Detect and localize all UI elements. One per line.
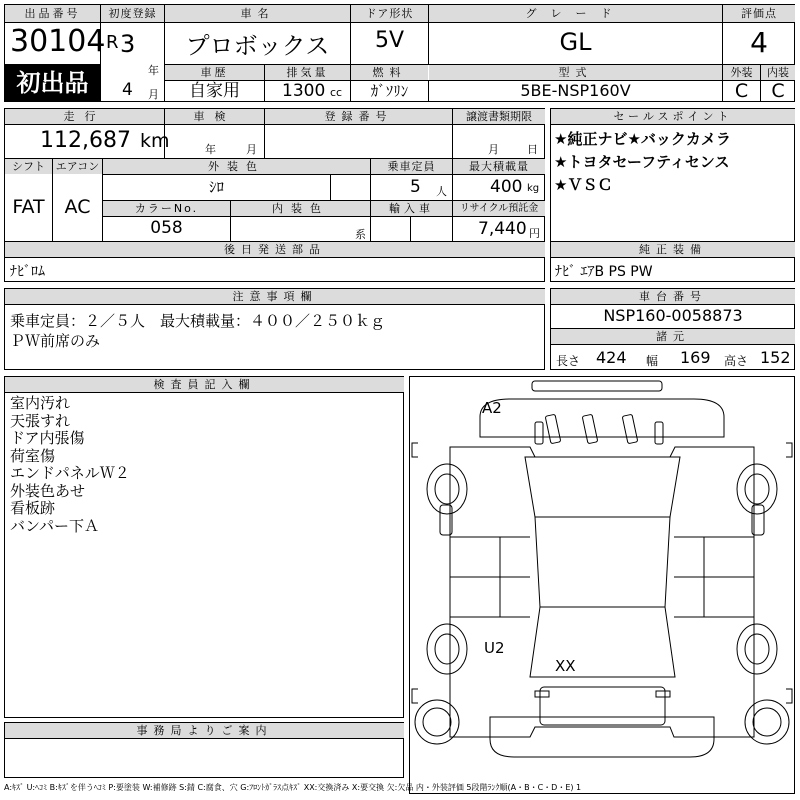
legend: A:ｷｽﾞ U:ﾍｺﾐ B:ｷｽﾞを伴うﾍｺﾐ P:要塗装 W:補修跡 S:錆 C:腐食、穴 G:ﾌﾛﾝﾄｶﾞﾗｽ点ｷｽﾞ XX:交換済み X:要交換 欠:欠品 内・外装評価 5段階ﾗﾝｸ順(A・B・C・D・E) 1 [4,783,582,792]
registration-month: 4 [122,80,133,100]
sales-point-1: ★純正ナビ★バックカメラ [554,130,731,148]
inspector-header: 検査員記入欄 [5,377,404,392]
month-unit: 月 [148,88,159,101]
mileage: 112,687 [40,128,131,153]
max-load: 400 [490,177,523,197]
equipment: ﾅﾋﾞ ｴｱB PS PW [555,264,653,280]
model-header: 型式 [429,65,722,80]
color-number-header: カラーNo. [103,201,230,216]
car-name-header: 車名 [165,5,350,22]
registration-number-header: 登録番号 [265,109,452,124]
notes-header: 注意事項欄 [5,289,545,304]
recycle-deposit: 7,440 [478,219,527,239]
era-year: 3 [120,30,136,58]
first-listing-badge: 初出品 [5,64,100,102]
history-header: 車歴 [165,65,264,80]
color-number: 058 [150,218,183,238]
diagram-mark: A2 [482,399,502,417]
width: 169 [680,348,711,367]
inspector-line: ドア内張傷 [10,429,85,447]
inspector-line: 外装色あせ [10,481,86,500]
aircon-header: エアコン [53,159,102,174]
inspection-header: 車検 [165,109,264,124]
notes-line-1: 乗車定員：２／５人 最大積載量：４００／２５０ｋｇ [10,312,386,330]
interior-grade: C [771,80,785,102]
displacement: 1300 [282,81,326,101]
exterior-color-header: 外装色 [103,159,370,174]
grade: GL [559,28,592,56]
interior-grade-header: 内装 [761,65,795,80]
fuel-header: 燃料 [351,65,428,80]
lot-number-header: 出品番号 [5,5,100,22]
year-unit: 年 [148,64,159,77]
diagram-mark: U2 [484,639,505,657]
capacity-header: 乗車定員 [371,159,452,174]
grade-header: グレード [429,5,722,22]
length-label: 長さ [556,354,581,368]
shift: FAT [12,196,45,218]
inspector-line: エンドパネルＷ２ [10,464,130,482]
vehicle-history: 自家用 [189,81,240,101]
era: R [106,32,119,53]
height: 152 [760,348,791,367]
max-load-unit: kg [527,183,540,194]
interior-color-header: 内装色 [231,201,370,216]
sales-point-header: セールスポイント [551,109,795,124]
notes-line-2: ＰＷ前席のみ [10,332,101,350]
exterior-color: ｼﾛ [208,178,224,196]
model-code: 5BE-NSP160V [520,81,631,100]
inspection-year-unit: 年 [205,143,216,156]
mileage-header: 走行 [5,109,164,124]
height-label: 高さ [724,354,749,368]
sales-point-2: ★トヨタセーフティセンス [554,153,730,171]
score: 4 [750,26,768,59]
chassis-number: NSP160-0058873 [603,306,743,325]
lot-number: 30104 [10,24,106,59]
damage-diagram [409,376,795,794]
length: 424 [596,348,627,367]
recycle-unit: 円 [529,227,540,240]
score-header: 評価点 [723,5,795,22]
max-load-header: 最大積載量 [453,159,545,174]
fuel: ｶﾞｿﾘﾝ [370,82,409,100]
door-header: ドア形状 [351,5,428,22]
transfer-deadline-header: 譲渡書類期限 [453,109,545,124]
car-name: プロボックス [185,32,330,60]
inspection-month-unit: 月 [246,143,257,156]
inspector-line: 荷室傷 [10,446,56,465]
transfer-month-unit: 月 [488,143,499,156]
sales-point-3: ★ＶＳＣ [554,176,613,194]
inspector-line: 看板跡 [10,499,56,517]
inspector-line: バンパー下Ａ [10,516,99,535]
aircon: AC [64,196,91,218]
import-header: 輸入車 [371,201,452,216]
recycle-deposit-header: リサイクル預託金 [453,201,545,216]
shift-header: シフト [5,159,52,174]
later-parts: ﾅﾋﾞﾛﾑ [10,264,45,280]
inspector-line: 天張すれ [10,411,71,430]
equipment-header: 純正装備 [551,242,795,257]
diagram-mark: XX [555,657,576,675]
inspector-line: 室内汚れ [10,394,71,412]
capacity: 5 [410,177,421,197]
dimensions-header: 諸元 [551,329,795,344]
office-header: 事務局よりご案内 [5,723,404,738]
inspector-notes [10,395,130,535]
exterior-grade-header: 外装 [723,65,760,80]
transfer-day-unit: 日 [527,143,538,156]
later-parts-header: 後日発送部品 [5,242,545,257]
door-type: 5V [374,28,405,53]
displacement-unit: cc [330,86,343,99]
exterior-grade: C [734,80,749,102]
interior-color-suffix: 系 [355,228,366,241]
width-label: 幅 [646,354,659,368]
displacement-header: 排気量 [265,65,350,80]
first-registration-header: 初度登録 [101,5,164,22]
mileage-unit: km [140,130,170,152]
capacity-unit: 人 [436,185,447,198]
chassis-header: 車台番号 [551,289,795,304]
